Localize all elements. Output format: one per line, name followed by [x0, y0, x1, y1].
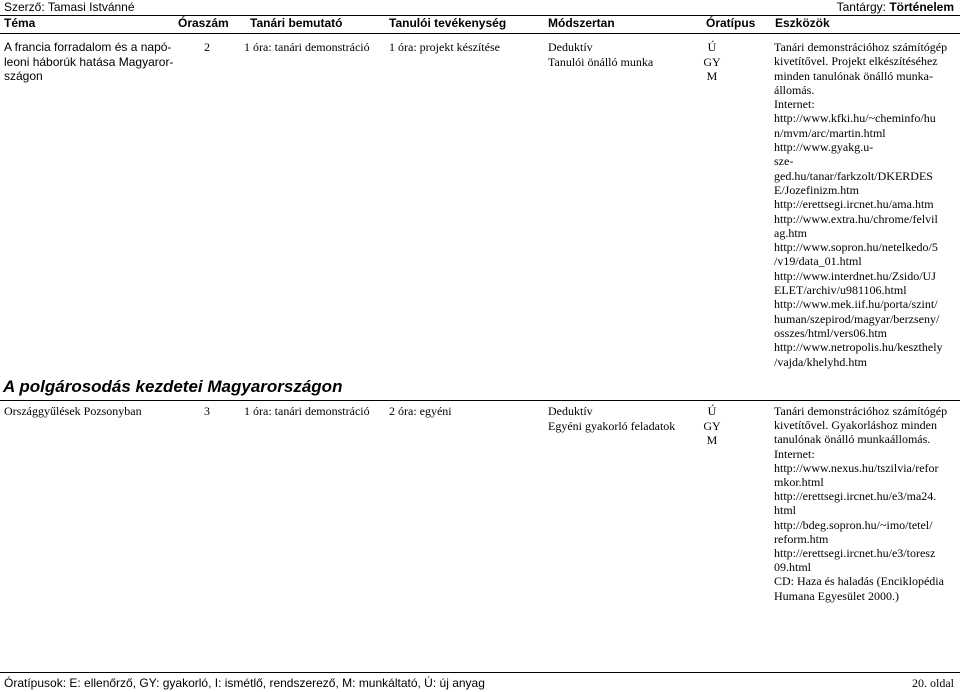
row1-student-activity: 1 óra: projekt készítése: [389, 40, 500, 54]
author-label: Szerző:: [4, 0, 45, 14]
col-header-student-activity: Tanulói tevékenység: [389, 16, 507, 30]
subject-line: [837, 0, 954, 14]
row1-topic: A francia forradalom és a napó- leoni háborúk hatása Magyaror- szágon: [4, 40, 174, 84]
row2-method: Deduktív Egyéni gyakorló feladatok: [548, 404, 676, 433]
section-title: A polgárosodás kezdetei Magyarországon: [3, 377, 343, 396]
row2-tools: Tanári demonstrációhoz számítógép kivetítővel. Gyakorláshoz minden tanulónak önálló munkaállomás. Internet: http://www.nexus.hu/tszilvia/refor mkor.html http://erettsegi.ircnet.hu/e3/ma24. html http://bdeg.sopron.hu/~imo/tetel/ reform.htm http://erettsegi.ircnet.hu/e3/toresz 09.html CD: Haza és haladás (Enciklopédia Humana Egyesület 2000.): [774, 404, 948, 603]
col-header-hours: Óraszám: [178, 16, 229, 30]
col-header-teacher-demo: Tanári bemutató: [250, 16, 343, 30]
row2-hours: 3: [204, 404, 210, 418]
column-header-rule: [0, 33, 960, 34]
row2-topic: Országgyűlések Pozsonyban: [4, 404, 142, 418]
row1-method: Deduktív Tanulói önálló munka: [548, 40, 654, 69]
col-header-method: Módszertan: [548, 16, 615, 30]
lesson-type-legend: Óratípusok: E: ellenőrző, GY: gyakorló, I: ismétlő, rendszerező, M: munkáltató, Ú: új anyag: [4, 676, 485, 690]
row1-lesson-type: Ú GY M: [703, 40, 721, 84]
author-line: [4, 0, 135, 14]
col-header-tools: Eszközök: [775, 16, 830, 30]
author-name: Tamasi Istvánné: [47, 0, 135, 14]
section-rule: [0, 400, 960, 401]
row2-teacher-demo: 1 óra: tanári demonstráció: [244, 404, 370, 418]
row1-hours: 2: [204, 40, 210, 54]
row2-lesson-type: Ú GY M: [703, 404, 721, 448]
row1-tools: Tanári demonstrációhoz számítógép kivetítővel. Projekt elkészítéséhez minden tanulónak önálló munka- állomás. Internet: http://www.kfki.hu/~cheminfo/hu n/mvm/arc/martin.html http://www.gyakg.u- sze- ged.hu/tanar/farkzolt/DKERDES E/Jozefinizm.htm http://erettsegi.ircnet.hu/ama.htm http://www.extra.hu/chrome/felvil ag.htm http://www.sopron.hu/netelkedo/5 /v19/data_01.html http://www.interdnet.hu/Zsido/UJ ELET/archiv/u981106.html http://www.mek.iif.hu/porta/szint/ human/szepirod/magyar/berzseny/ osszes/html/vers06.htm http://www.netropolis.hu/keszthely /vajda/khelyhd.htm: [774, 40, 948, 369]
col-header-topic: Téma: [4, 16, 36, 30]
subject-name: Történelem: [889, 0, 954, 14]
row2-student-activity: 2 óra: egyéni: [389, 404, 452, 418]
col-header-lesson-type: Óratípus: [706, 16, 756, 30]
subject-label: Tantárgy:: [836, 0, 886, 14]
footer-rule: [0, 672, 960, 673]
page-number: 20. oldal: [912, 676, 954, 690]
row1-teacher-demo: 1 óra: tanári demonstráció: [244, 40, 370, 54]
